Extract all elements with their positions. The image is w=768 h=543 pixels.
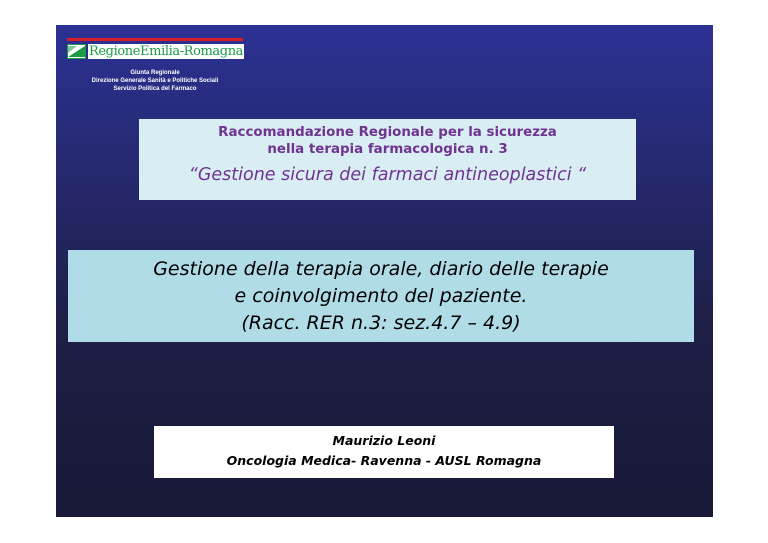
logo-red-line xyxy=(67,38,243,41)
region-emblem-icon xyxy=(67,44,86,59)
slide xyxy=(56,25,713,517)
author-affiliation: Oncologia Medica- Ravenna - AUSL Romagna xyxy=(226,453,542,468)
recommendation-header-box xyxy=(139,119,636,200)
logo-subtitle xyxy=(67,69,243,93)
logo-line-giunta: Giunta Regionale xyxy=(130,70,180,76)
logo-line-servizio: Servizio Politica del Farmaco xyxy=(113,86,197,92)
logo-line-direzione: Direzione Generale Sanità e Politiche Sociali xyxy=(91,78,219,84)
recommendation-line-2: nella terapia farmacologica n. 3 xyxy=(267,142,508,157)
logo-row xyxy=(67,43,244,60)
recommendation-line-1: Raccomandazione Regionale per la sicurezza xyxy=(218,125,557,140)
title-line-3: (Racc. RER n.3: sez.4.7 – 4.9) xyxy=(241,312,521,334)
logo-wordmark: RegioneEmilia-Romagna xyxy=(89,44,244,59)
title-line-1: Gestione della terapia orale, diario delle terapie xyxy=(153,258,609,280)
author-name: Maurizio Leoni xyxy=(332,433,436,448)
presentation-title-box xyxy=(68,250,694,342)
author-box xyxy=(154,426,614,478)
recommendation-subtitle: “Gestione sicura dei farmaci antineoplastici “ xyxy=(188,165,587,185)
title-line-2: e coinvolgimento del paziente. xyxy=(234,285,528,307)
